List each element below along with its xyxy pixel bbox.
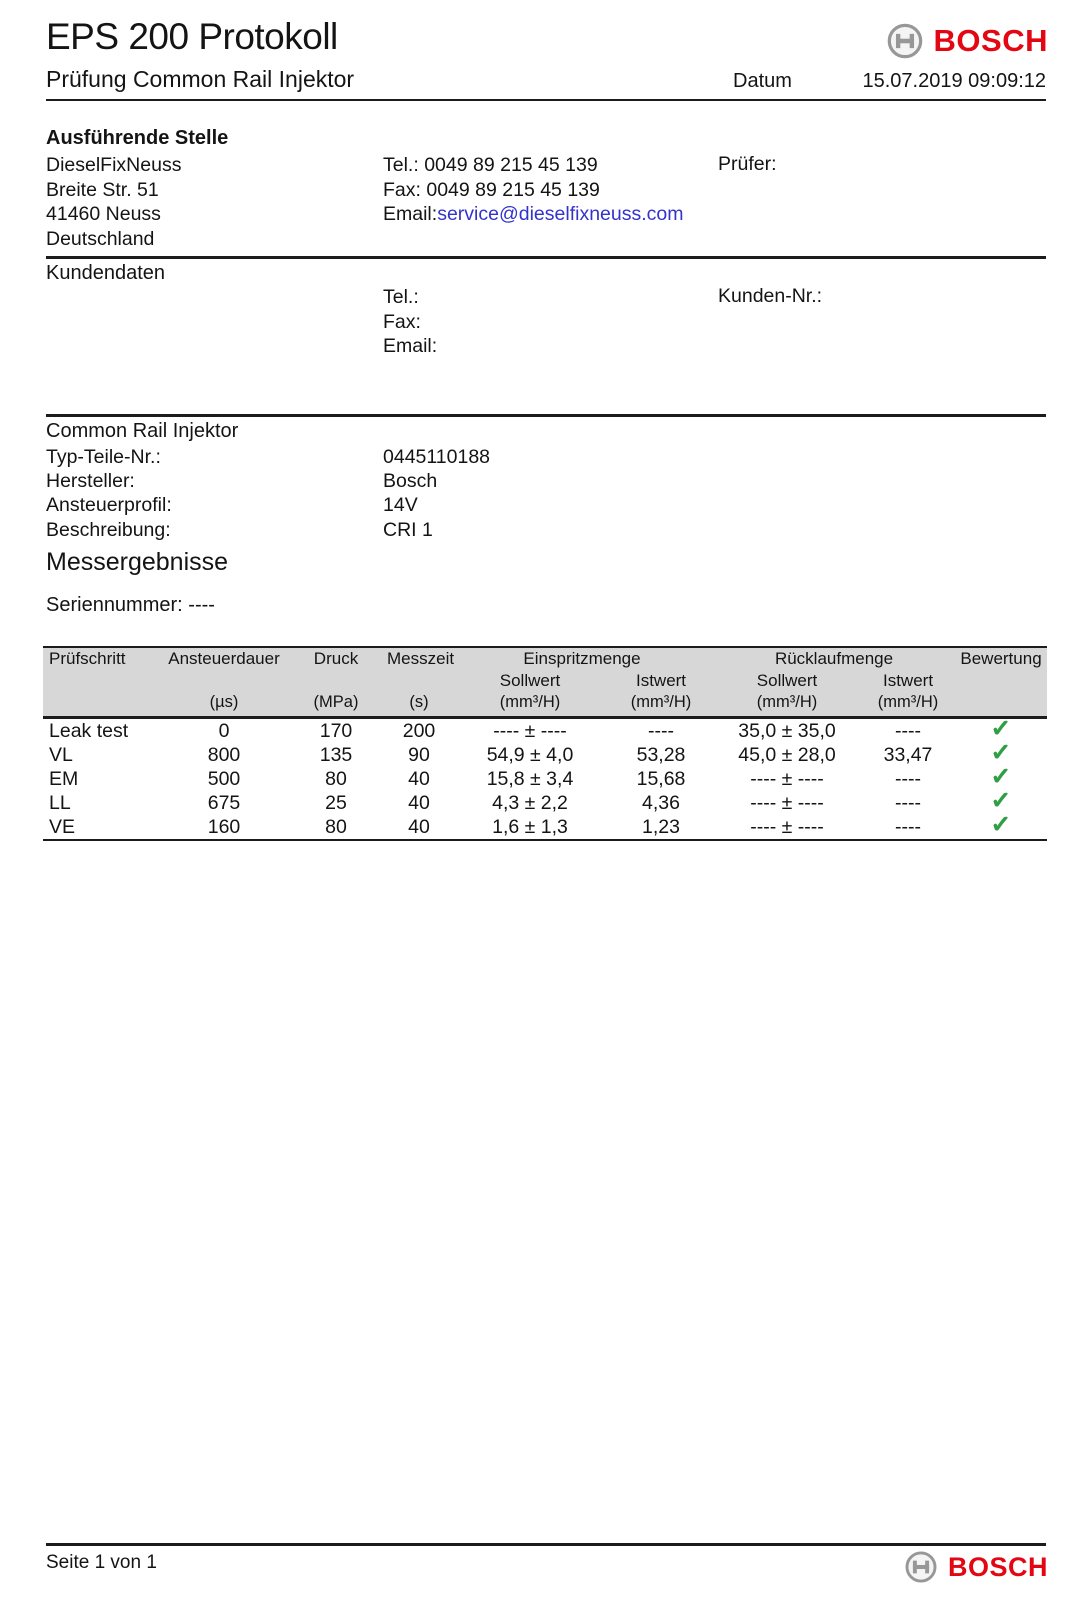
cell-step: LL <box>49 791 71 814</box>
col-header-bewertung: Bewertung <box>955 647 1047 670</box>
serial-number-line <box>46 594 215 617</box>
cell-einspritz-sollwert: 54,9 ± 4,0 <box>486 743 574 766</box>
injector-type-value: 0445110188 <box>383 446 491 468</box>
cell-ruecklauf-istwert: ---- <box>895 719 921 742</box>
page-number: Seite 1 von 1 <box>46 1552 157 1573</box>
executing-office-contact <box>383 153 684 227</box>
serial-number-label: Seriennummer: <box>46 594 183 616</box>
pass-check-icon: ✓ <box>989 759 1013 793</box>
table-header-row-units <box>43 692 1047 718</box>
unit-ansteuerdauer: (µs) <box>163 692 285 718</box>
cell-step: EM <box>49 767 79 790</box>
unit-messzeit: (s) <box>387 692 451 718</box>
cell-einspritz-sollwert: 1,6 ± 1,3 <box>451 815 609 840</box>
date-label: Datum <box>733 70 792 92</box>
injector-labels <box>46 445 172 542</box>
cell-messzeit: 40 <box>408 767 430 790</box>
bosch-logo <box>886 22 1048 60</box>
bosch-armature-icon <box>886 22 924 60</box>
injector-type-label: Typ-Teile-Nr.: <box>46 446 161 468</box>
results-heading: Messergebnisse <box>46 548 229 576</box>
injector-description-label: Beschreibung: <box>46 518 171 541</box>
cell-einspritz-istwert: 1,23 <box>609 815 713 840</box>
executing-office-address <box>46 153 181 251</box>
cell-ansteuerdauer: 500 <box>207 767 241 790</box>
serial-number-value: ---- <box>188 594 215 616</box>
page-title: EPS 200 Protokoll <box>46 16 338 57</box>
address-city: 41460 Neuss <box>46 203 161 225</box>
cell-bewertung <box>955 807 1047 841</box>
cell-druck: 135 <box>319 743 353 766</box>
cell-step: VL <box>49 743 73 766</box>
cell-ruecklauf-istwert: 33,47 <box>883 743 933 766</box>
injector-profile-label: Ansteuerprofil: <box>46 494 172 517</box>
pass-check-icon: ✓ <box>989 807 1013 841</box>
pass-check-icon: ✓ <box>989 711 1013 745</box>
cell-messzeit: 40 <box>387 815 451 840</box>
cell-ruecklauf-sollwert: 35,0 ± 35,0 <box>738 719 836 742</box>
office-fax-line <box>383 178 684 203</box>
customer-heading: Kundendaten <box>46 262 166 284</box>
cell-ruecklauf-sollwert: 45,0 ± 28,0 <box>738 743 836 766</box>
table-header-row-sub <box>43 670 1047 692</box>
customer-fax-label: Fax: <box>383 310 421 333</box>
page-subtitle: Prüfung Common Rail Injektor <box>46 66 355 92</box>
bosch-armature-icon <box>904 1550 938 1584</box>
cell-einspritz-sollwert: 15,8 ± 3,4 <box>486 767 574 790</box>
office-email-link[interactable]: service@dieselfixneuss.com <box>437 203 684 225</box>
customer-email-label: Email: <box>383 335 438 357</box>
unit-einspritz-sollwert: (mm³/H) <box>451 692 609 718</box>
table-header-row-groups <box>43 647 1047 670</box>
cell-ansteuerdauer: 800 <box>207 743 241 766</box>
customer-tel-label: Tel.: <box>383 286 419 308</box>
office-fax-value: 0049 89 215 45 139 <box>426 178 600 201</box>
cell-einspritz-istwert: ---- <box>648 719 674 742</box>
address-street: Breite Str. 51 <box>46 178 159 201</box>
cell-step: Leak test <box>49 719 129 742</box>
pass-check-icon: ✓ <box>989 735 1013 769</box>
injector-description-value: CRI 1 <box>383 518 433 541</box>
address-name: DieselFixNeuss <box>46 154 182 176</box>
cell-druck: 80 <box>285 815 387 840</box>
injector-profile-value: 14V <box>383 494 418 517</box>
unit-einspritz-istwert: (mm³/H) <box>609 692 713 718</box>
cell-einspritz-istwert: 53,28 <box>636 743 686 766</box>
cell-einspritz-istwert: 15,68 <box>636 767 686 790</box>
customer-number-label: Kunden-Nr.: <box>718 285 823 307</box>
cell-ruecklauf-istwert: ---- <box>861 815 955 840</box>
cell-einspritz-sollwert: 4,3 ± 2,2 <box>492 791 568 814</box>
unit-ruecklauf-sollwert: (mm³/H) <box>713 692 861 718</box>
sub-header-ruecklauf-sollwert: Sollwert <box>756 671 818 690</box>
office-tel-label: Tel.: <box>383 154 419 176</box>
unit-druck: (MPa) <box>285 692 387 718</box>
cell-druck: 170 <box>319 719 353 742</box>
executing-office-heading: Ausführende Stelle <box>46 127 229 149</box>
sub-header-einspritz-sollwert: Sollwert <box>499 671 561 690</box>
injector-manufacturer-label: Hersteller: <box>46 470 135 493</box>
office-fax-label: Fax: <box>383 178 421 201</box>
sub-header-einspritz-istwert: Istwert <box>635 671 687 690</box>
table-row <box>43 767 1047 791</box>
examiner-label: Prüfer: <box>718 153 777 175</box>
cell-druck: 25 <box>325 791 347 814</box>
date-value: 15.07.2019 09:09:12 <box>862 70 1046 92</box>
col-header-ruecklaufmenge: Rücklaufmenge <box>713 647 955 670</box>
cell-ansteuerdauer: 160 <box>163 815 285 840</box>
cell-ruecklauf-istwert: ---- <box>895 767 921 790</box>
cell-ruecklauf-sollwert: ---- ± ---- <box>713 815 861 840</box>
col-header-druck: Druck <box>285 647 387 670</box>
cell-ruecklauf-sollwert: ---- ± ---- <box>750 767 824 790</box>
pass-check-icon: ✓ <box>989 783 1013 817</box>
section-divider-2 <box>46 414 1046 417</box>
office-tel-value: 0049 89 215 45 139 <box>424 154 598 176</box>
cell-messzeit: 40 <box>408 791 430 814</box>
office-email-line <box>383 202 684 227</box>
cell-ansteuerdauer: 0 <box>218 719 230 742</box>
unit-ruecklauf-istwert: (mm³/H) <box>861 692 955 718</box>
col-header-pruefschritt: Prüfschritt <box>43 647 163 670</box>
bosch-logo-footer <box>904 1550 1048 1584</box>
cell-einspritz-sollwert: ---- ± ---- <box>493 719 567 742</box>
cell-ruecklauf-sollwert: ---- ± ---- <box>750 791 824 814</box>
table-row <box>43 791 1047 815</box>
cell-einspritz-istwert: 4,36 <box>642 791 680 814</box>
header-divider <box>46 99 1046 101</box>
col-header-einspritzmenge: Einspritzmenge <box>451 647 713 670</box>
col-header-messzeit: Messzeit <box>387 649 455 668</box>
injector-heading: Common Rail Injektor <box>46 420 239 442</box>
bosch-wordmark: BOSCH <box>947 1551 1048 1582</box>
results-table <box>43 646 1047 841</box>
cell-ruecklauf-istwert: ---- <box>895 791 921 814</box>
cell-messzeit: 200 <box>402 719 436 742</box>
office-email-label: Email: <box>383 203 438 225</box>
cell-druck: 80 <box>325 767 347 790</box>
address-country: Deutschland <box>46 227 155 250</box>
injector-values <box>383 445 490 542</box>
cell-ansteuerdauer: 675 <box>207 791 241 814</box>
bosch-wordmark: BOSCH <box>933 23 1048 58</box>
section-divider-1 <box>46 256 1046 259</box>
table-row <box>43 815 1047 840</box>
cell-step: VE <box>43 815 163 840</box>
sub-header-ruecklauf-istwert: Istwert <box>882 671 934 690</box>
cell-messzeit: 90 <box>408 743 430 766</box>
col-header-ansteuerdauer: Ansteuerdauer <box>163 647 285 670</box>
table-row <box>43 718 1047 744</box>
customer-contact <box>383 285 437 359</box>
table-row <box>43 743 1047 767</box>
injector-manufacturer-value: Bosch <box>383 470 438 493</box>
footer-divider <box>46 1543 1046 1546</box>
office-tel-line <box>383 153 684 178</box>
